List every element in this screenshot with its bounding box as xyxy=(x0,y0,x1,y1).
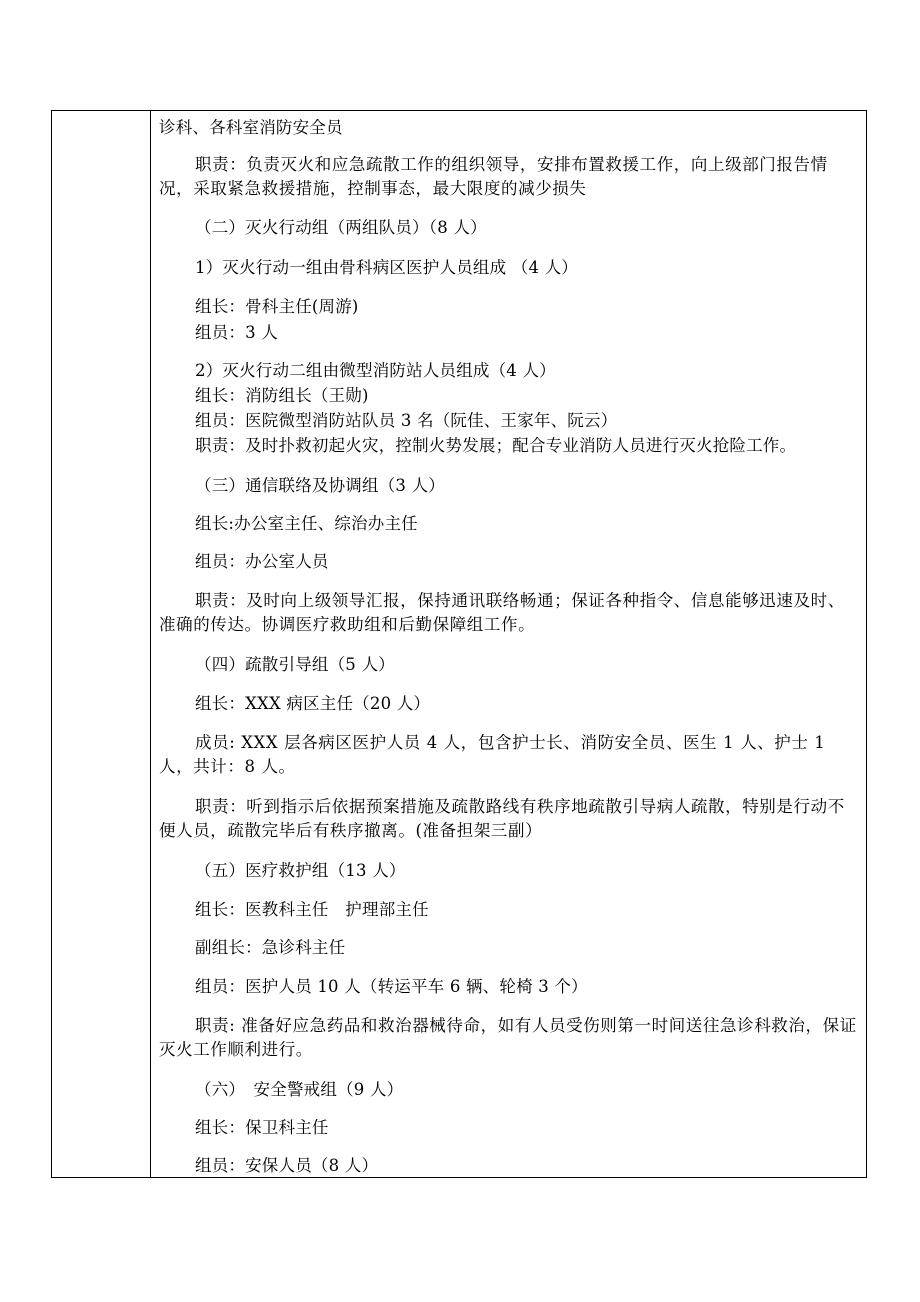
text-line: 组员：医护人员 10 人（转运平车 6 辆、轮椅 3 个） xyxy=(195,977,588,996)
text-line: 职责：及时扑救初起火灾，控制火势发展；配合专业消防人员进行灭火抢险工作。 xyxy=(195,436,797,455)
responsibility-paragraph: 职责: 准备好应急药品和救治器械待命，如有人员受伤则第一时间送往急诊科救治，保证灭火工作顺利进行。 xyxy=(159,1016,857,1059)
responsibility-paragraph: 职责：及时向上级领导汇报，保持通讯联络畅通；保证各种指令、信息能够迅速及时、准确的传达。协调医疗救助组和后勤保障组工作。 xyxy=(159,591,845,634)
table-content-cell xyxy=(151,111,866,1177)
text-line: 组员：办公室人员 xyxy=(195,552,329,571)
text-line: 组员：医院微型消防站队员 3 名（阮佳、王家年、阮云） xyxy=(195,411,618,430)
document-table xyxy=(51,110,867,1178)
section-heading: （二）灭火行动组（两组队员）（8 人） xyxy=(195,218,487,237)
text-line: 组长：骨科主任(周游) xyxy=(195,297,359,316)
text-line: 组长：消防组长（王勋) xyxy=(195,386,369,405)
section-heading: （五）医疗救护组（13 人） xyxy=(195,861,406,880)
table-left-column xyxy=(52,111,151,1177)
text-line: 组员：安保人员（8 人） xyxy=(195,1156,379,1175)
text-line: 副组长：急诊科主任 xyxy=(195,938,346,957)
text-line: 组长：医教科主任 护理部主任 xyxy=(195,900,429,919)
text-line: 组长:办公室主任、综治办主任 xyxy=(195,514,418,533)
text-line: 组员：3 人 xyxy=(195,323,278,342)
subgroup-heading: 1）灭火行动一组由骨科病区医护人员组成 （4 人） xyxy=(195,258,578,277)
subgroup-heading: 2）灭火行动二组由微型消防站人员组成（4 人） xyxy=(195,361,556,380)
text-line: 组长：XXX 病区主任（20 人） xyxy=(195,694,431,713)
section-heading: （三）通信联络及协调组（3 人） xyxy=(195,476,445,495)
responsibility-paragraph: 职责：负责灭火和应急疏散工作的组织领导，安排布置救援工作，向上级部门报告情况，采取紧急救援措施，控制事态，最大限度的减少损失 xyxy=(159,155,828,198)
section-heading: （四）疏散引导组（5 人） xyxy=(195,655,395,674)
text-line: 诊科、各科室消防安全员 xyxy=(159,118,343,137)
responsibility-paragraph: 职责：听到指示后依据预案措施及疏散路线有秩序地疏散引导病人疏散，特别是行动不便人员，疏散完毕后有秩序撤离。(准备担架三副） xyxy=(159,797,845,840)
section-heading: （六） 安全警戒组（9 人） xyxy=(195,1080,404,1099)
members-paragraph: 成员: XXX 层各病区医护人员 4 人，包含护士长、消防安全员、医生 1 人、护士 1 人，共计：8 人。 xyxy=(159,733,826,776)
text-line: 组长：保卫科主任 xyxy=(195,1118,329,1137)
